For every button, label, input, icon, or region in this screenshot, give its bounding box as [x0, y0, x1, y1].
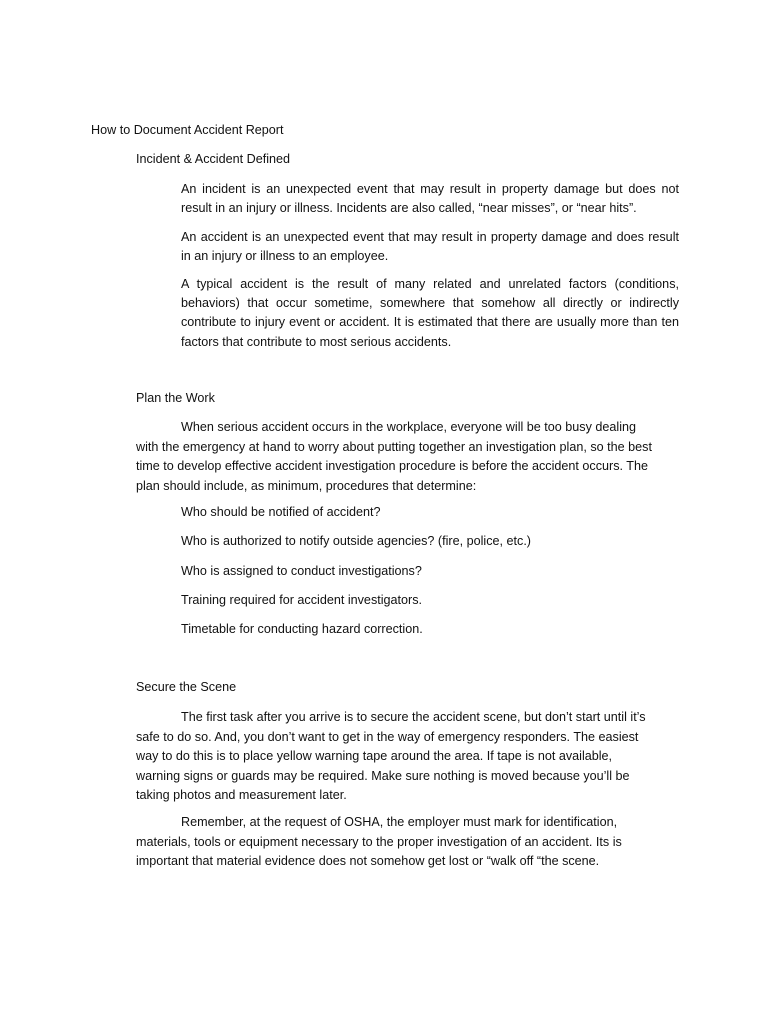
section-heading-plan-the-work: Plan the Work: [136, 391, 215, 405]
secure-scene-paragraph: The first task after you arrive is to secure the accident scene, but don’t start until it’s safe to do so. And, you don’t want to get in the way of emergency responders. The easiest way to do this is to place yellow warning tape around the area. If tape is not available, warning signs or guards may be required. Make sure nothing is moved because you’ll be taking photos and measurement later.: [136, 710, 646, 803]
accident-definition-paragraph: An accident is an unexpected event that may result in property damage and does result in an injury or illness to an employee.: [181, 230, 679, 264]
plan-the-work-paragraph: When serious accident occurs in the workplace, everyone will be too busy dealing with the emergency at hand to worry about putting together an investigation plan, so the best time to develop effective accident investigation procedure is before the accident occurs. The plan should include, as minimum, procedures that determine:: [136, 420, 652, 493]
plan-list-item: Who should be notified of accident?: [181, 505, 381, 519]
plan-list-item: Who is authorized to notify outside agencies? (fire, police, etc.): [181, 534, 532, 548]
section-heading-incident-accident-defined: Incident & Accident Defined: [136, 152, 291, 166]
document-title: How to Document Accident Report: [91, 123, 284, 137]
section-heading-secure-the-scene: Secure the Scene: [136, 680, 237, 694]
typical-accident-paragraph: A typical accident is the result of many related and unrelated factors (conditions, behaviors) that occur sometime, somewhere that somehow all directly or indirectly contribute to injury event or accident. It is estimated that there are usually more than ten factors that contribute to most serious accidents.: [181, 277, 679, 349]
plan-list-item: Who is assigned to conduct investigations?: [181, 564, 422, 578]
incident-definition-paragraph: An incident is an unexpected event that may result in property damage but does not result in an injury or illness. Incidents are also called, “near misses”, or “near hits”.: [181, 182, 679, 216]
plan-list-item: Training required for accident investigators.: [181, 593, 423, 607]
plan-list-item: Timetable for conducting hazard correction.: [181, 622, 423, 636]
osha-remember-paragraph: Remember, at the request of OSHA, the employer must mark for identification, materials, tools or equipment necessary to the proper investigation of an accident. Its is important that material evidence does not somehow get lost or “walk off “the scene.: [136, 815, 622, 869]
